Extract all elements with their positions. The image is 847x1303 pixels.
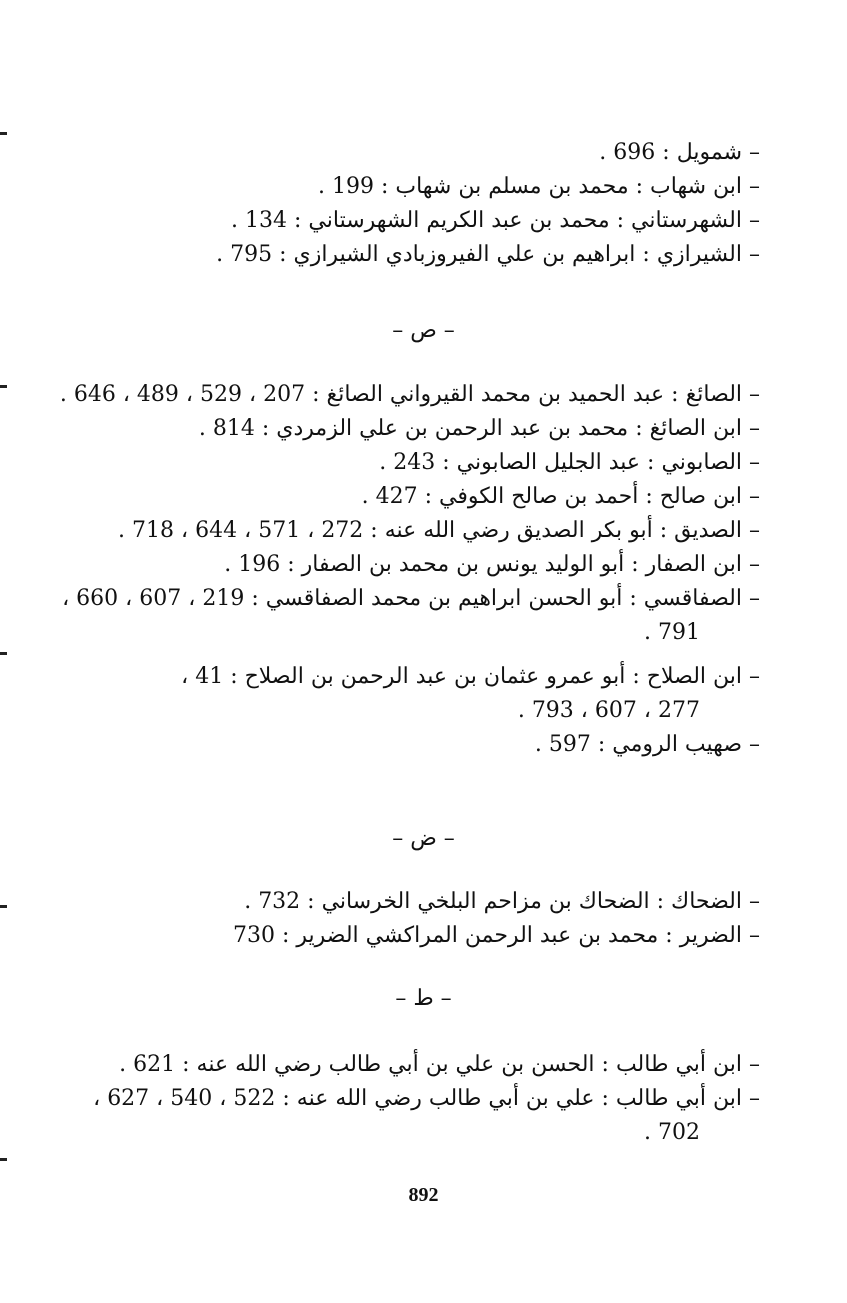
index-entry: – الصائغ : عبد الحميد بن محمد القيرواني الصائغ : 207 ، 529 ، 489 ، 646 . [59,382,760,407]
section-heading: – ط – [395,986,452,1011]
margin-mark [0,385,7,388]
entry-continuation: 791 . [644,620,700,645]
index-group [60,885,760,953]
entry-text: – ابن أبي طالب : علي بن أبي طالب رضي الله عنه : 522 ، 540 ، 627 ، [93,1086,760,1111]
section-heading: – ض – [392,826,455,851]
index-entry: – ابن صالح : أحمد بن صالح الكوفي : 427 . [361,484,760,509]
entry-text: – الصفاقسي : أبو الحسن ابراهيم بن محمد الصفاقسي : 219 ، 607 ، 660 ، [62,586,760,611]
index-entry: – ابن أبي طالب : الحسن بن علي بن أبي طالب رضي الله عنه : 621 . [119,1052,760,1077]
index-entry: – ابن الصفار : أبو الوليد يونس بن محمد بن الصفار : 196 . [224,552,760,577]
index-group [60,1048,760,1150]
entry-continuation: 277 ، 607 ، 793 . [517,698,700,723]
index-entry [60,582,760,650]
index-entry: – ابن الصائغ : محمد بن عبد الرحمن بن علي الزمردي : 814 . [198,416,760,441]
margin-mark [0,132,7,135]
margin-mark [0,905,7,908]
index-group [60,136,760,272]
index-entry: – الشهرستاني : محمد بن عبد الكريم الشهرستاني : 134 . [231,208,760,233]
index-group [60,378,760,762]
index-entry: – الشيرازي : ابراهيم بن علي الفيروزبادي الشيرازي : 795 . [216,242,760,267]
index-entry: – الصابوني : عبد الجليل الصابوني : 243 . [379,450,760,475]
index-entry: – ابن شهاب : محمد بن مسلم بن شهاب : 199 . [317,174,760,199]
index-entry: – صهيب الرومي : 597 . [534,732,760,757]
margin-mark [0,1158,7,1161]
entry-text: – ابن الصلاح : أبو عمرو عثمان بن عبد الرحمن بن الصلاح : 41 ، [181,664,760,689]
index-entry: – شمويل : 696 . [599,140,760,165]
index-entry: – الضرير : محمد بن عبد الرحمن المراكشي الضرير : 730 [232,923,760,948]
entry-continuation: 702 . [644,1120,700,1145]
index-entry: – الصديق : أبو بكر الصديق رضي الله عنه : 272 ، 571 ، 644 ، 718 . [118,518,760,543]
section-heading: – ص – [392,318,455,343]
index-entry [60,1082,760,1150]
margin-mark [0,652,7,655]
index-entry: – الضحاك : الضحاك بن مزاحم البلخي الخرساني : 732 . [244,889,760,914]
index-entry [60,660,760,728]
page-number: 892 [408,1184,439,1206]
